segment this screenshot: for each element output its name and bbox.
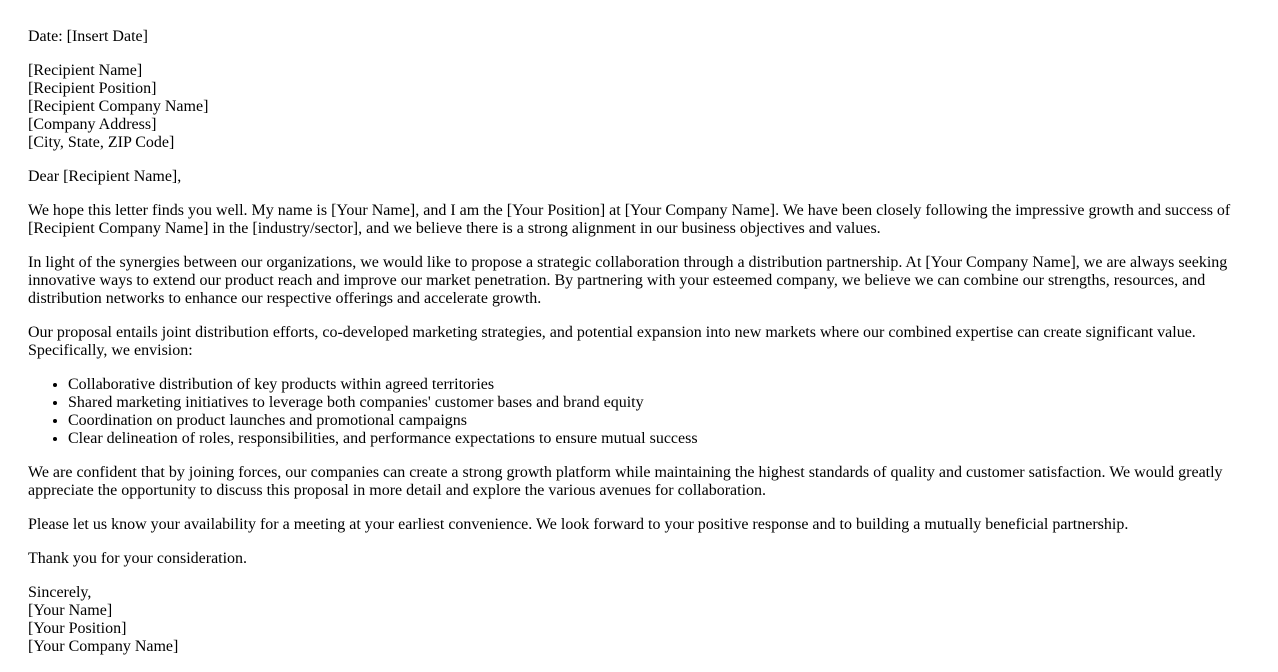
list-item: • Clear delineation of roles, responsibilities, and performance expectations to ensure mutual success xyxy=(68,430,1250,448)
confidence-paragraph: We are confident that by joining forces, our companies can create a strong growth platform while maintaining the highest standards of quality and customer satisfaction. We would greatly appreciate the opportunity to discuss this proposal in more detail and explore the various avenues for collaboration. xyxy=(28,464,1223,499)
recipient-address-block xyxy=(28,62,1250,152)
intro-paragraph: We hope this letter finds you well. My name is [Your Name], and I am the [Your Position] at [Your Company Name]. We have been closely following the impressive growth and success of [Recipient Company Name] in the [industry/sector], and we believe there is a strong alignment in our business objectives and values. xyxy=(28,202,1231,237)
signature-block xyxy=(28,584,1250,656)
envision-list xyxy=(28,376,1250,448)
recipient-company: [Recipient Company Name] xyxy=(28,98,209,115)
valediction: Sincerely, xyxy=(28,584,92,601)
letter-body xyxy=(28,28,1250,672)
sender-name: [Your Name] xyxy=(28,602,113,619)
availability-paragraph: Please let us know your availability for a meeting at your earliest convenience. We look forward to your positive response and to building a mutually beneficial partnership. xyxy=(28,516,1129,533)
recipient-name: [Recipient Name] xyxy=(28,62,143,79)
recipient-city-state-zip: [City, State, ZIP Code] xyxy=(28,134,175,151)
thanks-paragraph: Thank you for your consideration. xyxy=(28,550,248,567)
salutation: Dear [Recipient Name], xyxy=(28,168,182,185)
list-item: • Coordination on product launches and promotional campaigns xyxy=(68,412,1250,430)
date-line: Date: [Insert Date] xyxy=(28,28,148,45)
list-item: • Shared marketing initiatives to leverage both companies' customer bases and brand equity xyxy=(68,394,1250,412)
sender-company: [Your Company Name] xyxy=(28,638,179,655)
proposal-paragraph: In light of the synergies between our organizations, we would like to propose a strategic collaboration through a distribution partnership. At [Your Company Name], we are always seeking innovative ways to extend our product reach and improve our market penetration. By partnering with your esteemed company, we believe we can combine our strengths, resources, and distribution networks to enhance our respective offerings and accelerate growth. xyxy=(28,254,1228,307)
recipient-position: [Recipient Position] xyxy=(28,80,157,97)
sender-position: [Your Position] xyxy=(28,620,127,637)
envision-paragraph: Our proposal entails joint distribution efforts, co-developed marketing strategies, and potential expansion into new markets where our combined expertise can create significant value. Specifically, we envision: xyxy=(28,324,1196,359)
list-item: • Collaborative distribution of key products within agreed territories xyxy=(68,376,1250,394)
recipient-address: [Company Address] xyxy=(28,116,157,133)
